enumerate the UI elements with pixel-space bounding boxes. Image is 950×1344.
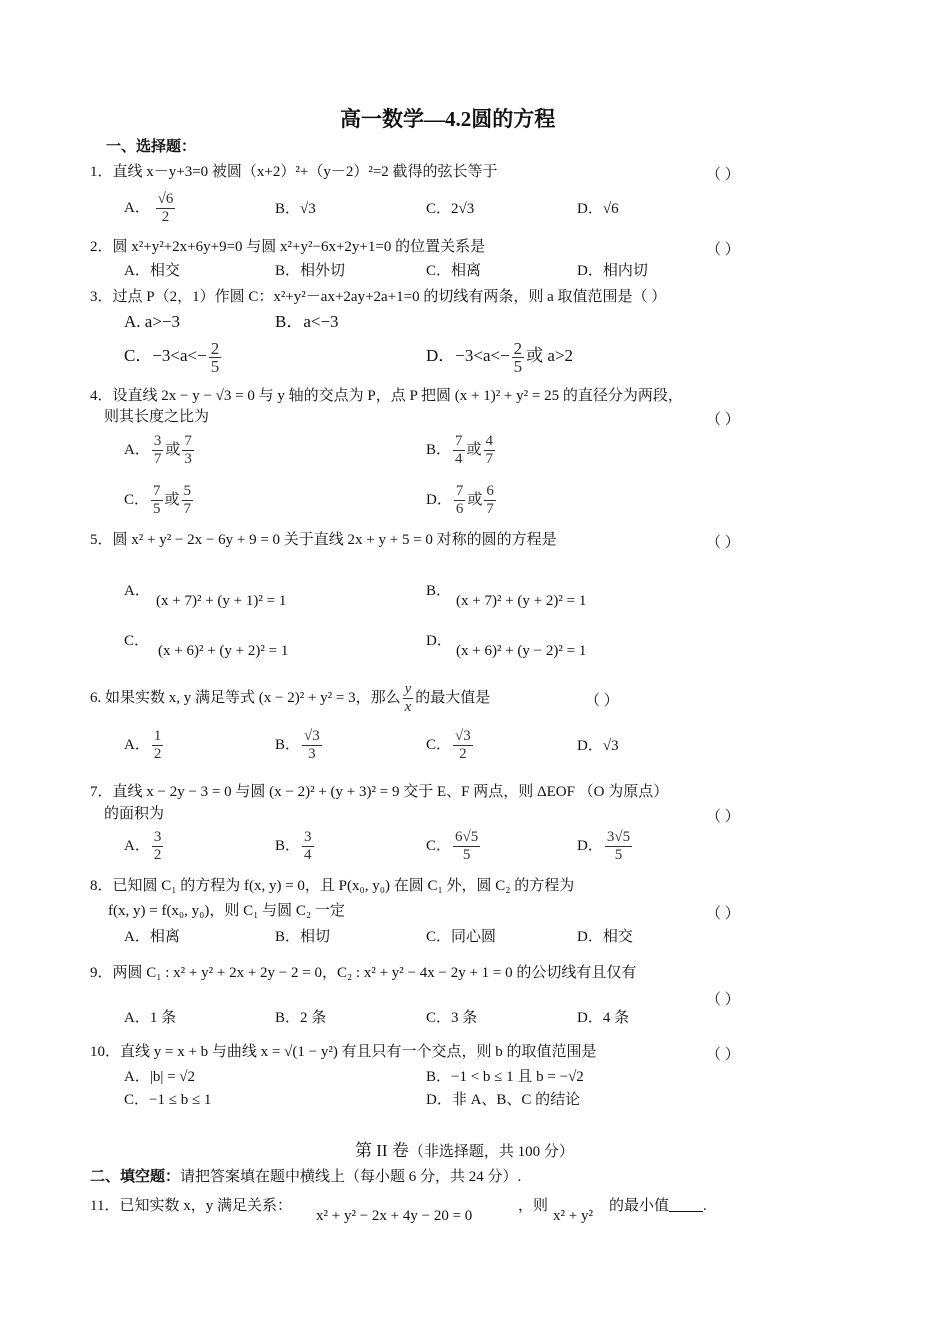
numerator: 3: [153, 433, 162, 450]
denominator: 7: [486, 501, 494, 518]
option-label: C．: [426, 838, 452, 854]
numerator: 3: [153, 829, 162, 846]
q1-option-b: B．√3: [275, 201, 316, 217]
question-3-stem: 3．过点 P（2，1）作圆 C：x²+y²－ax+2ay+2a+1=0 的切线有两条，则 a 取值范围是（ ）: [90, 289, 667, 305]
question-1-stem: 1．直线 x－y+3=0 被圆（x+2）²+（y－2）²=2 截得的弦长等于: [90, 164, 498, 180]
fraction: [484, 483, 496, 518]
or-text: 或: [466, 442, 482, 458]
fraction: [403, 681, 414, 716]
q10-option-c: C．−1 ≤ b ≤ 1: [124, 1092, 212, 1108]
q7-option-b: [275, 828, 316, 864]
q3-option-c: [124, 338, 223, 375]
page-title: 高一数学—4.2圆的方程: [340, 107, 556, 131]
question-10-stem: 10．直线 y = x + b 与曲线 x = √(1 − y²) 有且只有一个交点，则 b 的取值范围是: [90, 1044, 597, 1060]
q10-option-b: B．−1 < b ≤ 1 且 b = −√2: [426, 1069, 584, 1085]
numerator: 6: [486, 483, 494, 500]
q5-option-a-label: A．: [124, 583, 150, 599]
denominator: 2: [153, 746, 162, 763]
option-text: 或 a>2: [526, 346, 574, 365]
denominator: 2: [153, 847, 162, 864]
answer-parens: （ ）: [706, 167, 740, 183]
q8-option-b: B．相切: [275, 929, 331, 945]
option-label: D．: [577, 838, 603, 854]
numerator: 2: [210, 338, 220, 358]
or-text: 或: [165, 442, 181, 458]
q5-option-d: (x + 6)² + (y − 2)² = 1: [456, 643, 587, 659]
question-6-stem: [90, 680, 490, 716]
question-11-pre: 11．已知实数 x，y 满足关系：: [90, 1198, 292, 1214]
numerator: 6√5: [455, 829, 479, 846]
question-4-stem: 4．设直线 2x − y − √3 = 0 与 y 轴的交点为 P，点 P 把圆 (x + 1)² + y² = 25 的直径分为两段，: [90, 388, 683, 404]
q6-option-c: [426, 727, 475, 763]
fraction: [453, 433, 465, 468]
fraction: [453, 728, 473, 763]
question-11-equation: x² + y² − 2x + 4y − 20 = 0: [316, 1208, 473, 1224]
denominator: 2: [161, 209, 170, 226]
numerator: √3: [304, 728, 320, 745]
q5-option-b-label: B．: [426, 583, 452, 599]
option-label: A．: [124, 200, 150, 216]
q5-option-c: (x + 6)² + (y + 2)² = 1: [158, 643, 289, 659]
q5-option-d-label: D．: [426, 633, 452, 649]
question-11-post: [609, 1197, 707, 1215]
q2-option-d: D．相内切: [577, 263, 648, 279]
question-11-end: .: [703, 1198, 707, 1214]
q1-option-c: C．2√3: [426, 201, 475, 217]
q4-option-d: [426, 482, 498, 518]
fraction: [152, 829, 164, 864]
denominator: 7: [183, 501, 192, 518]
q9-option-b: B．2 条: [275, 1010, 327, 1026]
q7-option-c: [426, 828, 482, 864]
q2-option-a: A．相交: [124, 263, 180, 279]
option-label: A．: [124, 442, 150, 458]
question-5-stem: 5．圆 x² + y² − 2x − 6y + 9 = 0 关于直线 2x + y + 5 = 0 对称的圆的方程是: [90, 532, 557, 548]
option-label: A．: [124, 737, 150, 753]
denominator: 5: [153, 501, 161, 518]
section-label: 二、填空题：: [90, 1169, 181, 1185]
answer-parens: （ ）: [706, 412, 740, 428]
numerator: 7: [184, 433, 192, 450]
q6-option-b: [275, 727, 324, 763]
q4-option-c: [124, 482, 195, 518]
question-7-stem: 7．直线 x − 2y − 3 = 0 与圆 (x − 2)² + (y + 3)² = 9 交于 E、F 两点，则 ΔEOF （O 为原点）: [90, 784, 669, 800]
option-label: C．: [426, 737, 452, 753]
q9-option-c: C．3 条: [426, 1010, 478, 1026]
answer-parens: （ ）: [706, 906, 740, 922]
option-label: B．: [426, 442, 452, 458]
denominator: 7: [153, 451, 162, 468]
denominator: 3: [308, 746, 316, 763]
q9-option-d: D．4 条: [577, 1010, 630, 1026]
answer-blank[interactable]: [669, 1197, 703, 1212]
fraction: [453, 829, 480, 864]
q6-option-d: D．√3: [577, 738, 619, 754]
denominator: 6: [455, 501, 464, 518]
numerator: √6: [157, 191, 174, 208]
q1-option-d: D．√6: [577, 201, 619, 217]
q5-option-b: (x + 7)² + (y + 2)² = 1: [456, 593, 587, 609]
denominator: 4: [304, 847, 312, 864]
question-11-mid: ，则: [518, 1198, 549, 1214]
fraction: [302, 728, 322, 763]
option-text: D．−3<a<−: [426, 346, 510, 365]
denominator: 3: [184, 451, 192, 468]
answer-parens: （ ）: [706, 992, 740, 1008]
denominator: 7: [485, 451, 494, 468]
question-2-stem: 2．圆 x²+y²+2x+6y+9=0 与圆 x²+y²−6x+2y+1=0 的位置关系是: [90, 239, 486, 255]
question-9-stem: 9．两圆 C₁ : x² + y² + 2x + 2y − 2 = 0，C₂ : x² + y² − 4x − 2y + 1 = 0 的公切线有且仅有: [90, 965, 637, 981]
denominator: 5: [210, 356, 220, 376]
fraction: [209, 340, 222, 375]
q3-option-a: A. a>−3: [124, 312, 180, 331]
answer-parens: （ ）: [585, 693, 619, 709]
numerator: y: [404, 681, 412, 698]
option-label: B．: [275, 737, 301, 753]
denominator: 5: [462, 847, 471, 864]
question-11-post-text: 的最小值: [609, 1198, 670, 1214]
or-text: 或: [164, 492, 180, 508]
numerator: 7: [455, 483, 464, 500]
question-11-expression: x² + y²: [553, 1208, 593, 1224]
q9-option-a: A．1 条: [124, 1010, 177, 1026]
section-instructions: 请把答案填在题中横线上（每小题 6 分，共 24 分）.: [180, 1169, 522, 1185]
q2-option-b: B．相外切: [275, 263, 346, 279]
fraction: [454, 483, 466, 518]
numerator: 1: [153, 728, 162, 745]
denominator: x: [404, 699, 412, 716]
fraction: [484, 433, 496, 468]
denominator: 5: [513, 356, 523, 376]
numerator: 7: [153, 483, 161, 500]
q5-option-c-label: C．: [124, 633, 150, 649]
section-heading-fill: [90, 1168, 521, 1186]
numerator: 4: [485, 433, 494, 450]
or-text: 或: [467, 492, 483, 508]
numerator: 3: [304, 829, 312, 846]
fraction: [152, 433, 164, 468]
q1-option-a: [124, 190, 177, 226]
question-7-stem-cont: 的面积为: [104, 806, 165, 822]
q4-option-b: [426, 432, 497, 468]
q8-option-d: D．相交: [577, 929, 633, 945]
fraction: [156, 191, 176, 226]
option-label: B．: [275, 838, 301, 854]
fraction: [152, 728, 164, 763]
stem-text: 的最大值是: [415, 690, 491, 706]
fraction: [605, 829, 632, 864]
option-label: A．: [124, 838, 150, 854]
fraction: [151, 483, 163, 518]
option-label: D．: [426, 492, 452, 508]
numerator: √3: [455, 728, 471, 745]
answer-parens: （ ）: [706, 535, 740, 551]
q10-option-a: A．|b| = √2: [124, 1069, 196, 1085]
q5-option-a: (x + 7)² + (y + 1)² = 1: [156, 593, 287, 609]
q4-option-a: [124, 432, 196, 468]
answer-parens: （ ）: [706, 809, 740, 825]
section-heading-choice: 一、选择题：: [106, 139, 197, 155]
q10-option-d: D．非 A、B、C 的结论: [426, 1092, 581, 1108]
denominator: 4: [455, 451, 463, 468]
q7-option-d: [577, 828, 634, 864]
numerator: 2: [513, 338, 523, 358]
q6-option-a: [124, 727, 165, 763]
denominator: 5: [614, 847, 623, 864]
q3-option-b: B．a<−3: [275, 312, 339, 331]
stem-text: 6. 如果实数 x, y 满足等式 (x − 2)² + y² = 3，那么: [90, 690, 401, 706]
part-2-subtitle: （非选择题，共 100 分）: [408, 1144, 574, 1160]
fraction: [302, 829, 314, 864]
part-2-title: 第 II 卷: [355, 1141, 409, 1160]
fraction: [512, 340, 525, 375]
question-8-stem-cont: f(x, y) = f(x₀, y₀)，则 C₁ 与圆 C₂ 一定: [108, 903, 345, 919]
answer-parens: （ ）: [706, 1047, 740, 1063]
part-2-heading: [355, 1142, 574, 1161]
denominator: 2: [459, 746, 467, 763]
question-4-stem-cont: 则其长度之比为: [104, 409, 210, 425]
q7-option-a: [124, 828, 165, 864]
option-label: C．: [124, 492, 150, 508]
q8-option-a: A．相离: [124, 929, 180, 945]
question-8-stem: 8．已知圆 C₁ 的方程为 f(x, y) = 0，且 P(x₀, y₀) 在圆 C₁ 外，圆 C₂ 的方程为: [90, 878, 575, 894]
q2-option-c: C．相离: [426, 263, 482, 279]
numerator: 5: [183, 483, 192, 500]
option-text: C．−3<a<−: [124, 346, 207, 365]
numerator: 3√5: [606, 829, 631, 846]
answer-parens: （ ）: [706, 242, 740, 258]
fraction: [182, 433, 194, 468]
q3-option-d: [426, 338, 573, 375]
q8-option-c: C．同心圆: [426, 929, 497, 945]
numerator: 7: [455, 433, 463, 450]
fraction: [182, 483, 194, 518]
